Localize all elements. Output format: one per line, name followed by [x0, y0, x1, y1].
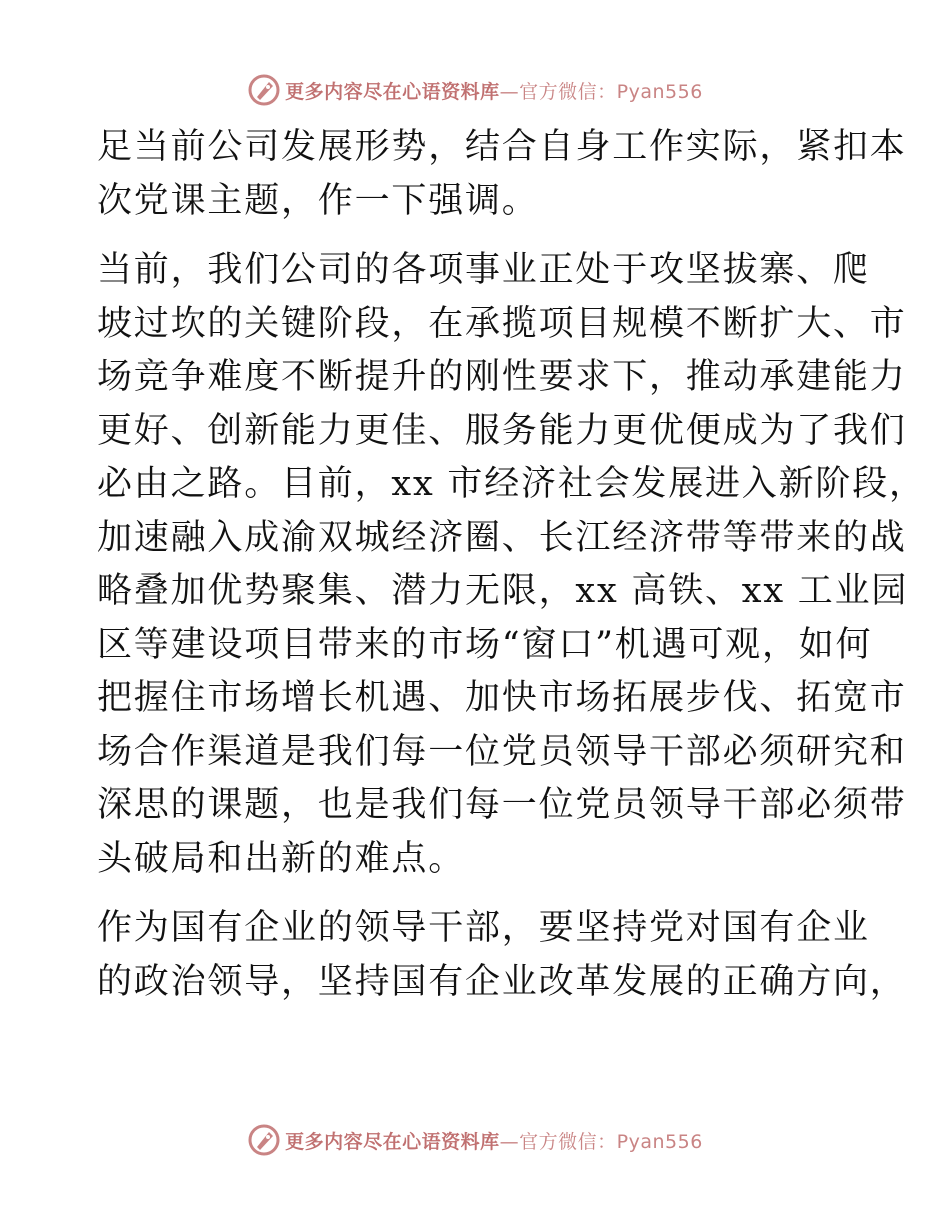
header-banner-suffix: —官方微信：Pyan556 [499, 80, 703, 103]
text-line: 深思的课题，也是我们每一位党员领导干部必须带 [97, 785, 907, 825]
text-line: 坡过坎的关键阶段，在承揽项目规模不断扩大、市 [97, 303, 907, 344]
text-line: 的政治领导，坚持国有企业改革发展的正确方向， [97, 961, 907, 1002]
text-line: 场合作渠道是我们每一位党员领导干部必须研究和 [97, 731, 907, 772]
text-line: 场竞争难度不断提升的刚性要求下，推动承建能力 [97, 357, 907, 397]
footer-watermark-banner [0, 1120, 950, 1160]
footer-banner-prefix: 更多内容尽在心语资料库 [285, 1130, 500, 1153]
text-line: 加速融入成渝双城经济圈、长江经济带等带来的战 [97, 517, 907, 558]
document-body [97, 121, 926, 1009]
pen-nib-logo-icon [247, 73, 281, 107]
footer-banner-text [285, 1127, 703, 1154]
text-line: 当前，我们公司的各项事业正处于攻坚拔寨、爬 [97, 250, 870, 290]
text-line: 必由之路。目前，xx 市经济社会发展进入新阶段， [97, 464, 926, 504]
text-line: 足当前公司发展形势，结合自身工作实际，紧扣本 [97, 127, 907, 167]
text-line: 次党课主题，作一下强调。 [97, 180, 539, 221]
text-line: 区等建设项目带来的市场“窗口”机遇可观，如何 [97, 624, 873, 665]
header-watermark-banner [0, 70, 950, 110]
paragraph-3 [97, 902, 907, 1009]
paragraph-1 [97, 121, 907, 228]
paragraph-2 [97, 244, 926, 886]
pen-nib-logo-icon [247, 1123, 281, 1157]
text-line: 更好、创新能力更佳、服务能力更优便成为了我们 [97, 410, 907, 451]
text-line: 头破局和出新的难点。 [97, 838, 466, 879]
text-line: 略叠加优势聚集、潜力无限，xx 高铁、xx 工业园 [97, 571, 909, 611]
text-line: 把握住市场增长机遇、加快市场拓展步伐、拓宽市 [97, 678, 907, 718]
footer-banner-suffix: —官方微信：Pyan556 [499, 1130, 703, 1153]
header-banner-prefix: 更多内容尽在心语资料库 [285, 80, 500, 103]
header-banner-text [285, 77, 703, 104]
text-line: 作为国有企业的领导干部，要坚持党对国有企业 [97, 908, 870, 948]
